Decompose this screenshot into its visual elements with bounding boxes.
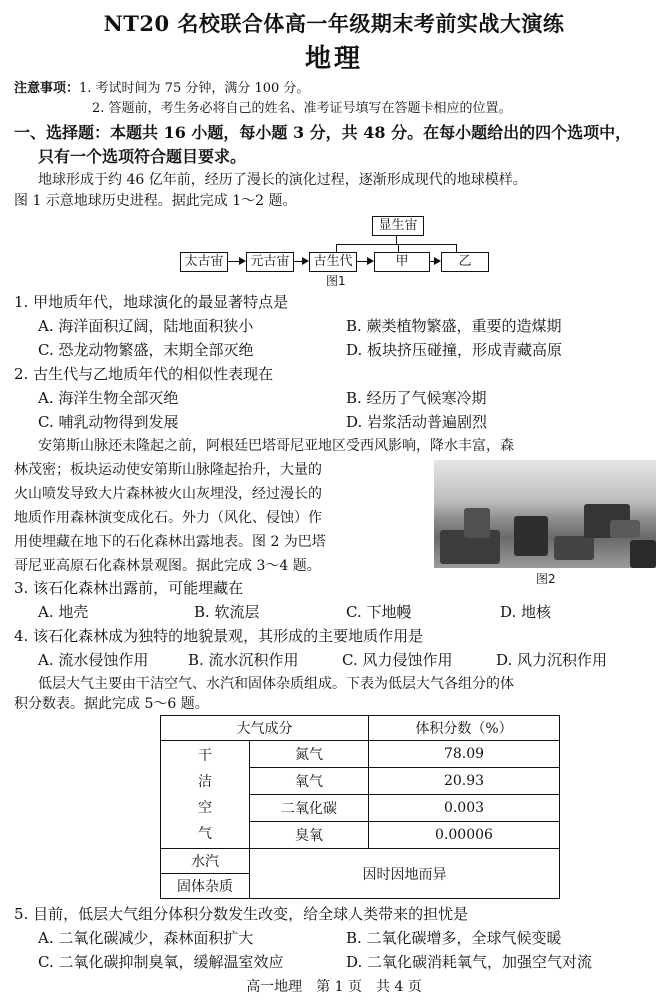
page-footer: 高一地理 第 1 页 共 4 页: [246, 979, 422, 995]
q4-option-c[interactable]: C. 风力侵蚀作用: [342, 651, 453, 669]
q4-option-a[interactable]: A. 流水侵蚀作用: [38, 651, 149, 669]
water-vapor-cell: 水汽: [161, 849, 250, 874]
q1-stem: 1. 甲地质年代，地球演化的最显著特点是: [14, 293, 289, 311]
figure-2-caption: 图2: [536, 572, 556, 586]
bracket-bar: [336, 244, 456, 245]
q3-option-b[interactable]: B. 软流层: [194, 603, 260, 621]
dry-air-char: 空: [198, 799, 212, 816]
notes-item-2: 2. 答题前，考生务必将自己的姓名、准考证号填写在答题卡相应的位置。: [92, 101, 512, 116]
dry-air-char: 干: [198, 747, 212, 764]
intro3-line-1: 低层大气主要由干洁空气、水汽和固体杂质组成。下表为低层大气各组分的体: [38, 676, 514, 692]
section-heading-line-1: 一、选择题：本题共 16 小题，每小题 3 分，共 48 分。在每小题给出的四个选项中，: [14, 123, 632, 142]
petrified-forest-photo: [434, 460, 656, 568]
q1-option-b[interactable]: B. 蕨类植物繁盛，重要的造煤期: [346, 317, 562, 335]
gas-name: 二氧化碳: [250, 795, 369, 822]
era-yi-box: 乙: [441, 252, 489, 272]
gas-value: 78.09: [369, 741, 560, 768]
gas-value: 0.00006: [369, 822, 560, 849]
gas-value: 20.93: [369, 768, 560, 795]
intro2-line-5: 用使埋藏在地下的石化森林出露地表。图 2 为巴塔: [14, 534, 326, 550]
intro2-line-3: 火山喷发导致大片森林被火山灰埋没，经过漫长的: [14, 486, 322, 502]
intro1-line-1: 地球形成于约 46 亿年前，经历了漫长的演化过程，逐渐形成现代的地球模样。: [38, 172, 527, 188]
rock-shape: [554, 536, 594, 560]
eon-archean-box: 太古宙: [180, 252, 228, 272]
q3-option-c[interactable]: C. 下地幔: [346, 603, 412, 621]
q1-option-d[interactable]: D. 板块挤压碰撞，形成青藏高原: [346, 341, 563, 359]
q5-option-d[interactable]: D. 二氧化碳消耗氧气，加强空气对流: [346, 953, 593, 971]
q4-option-d[interactable]: D. 风力沉积作用: [496, 651, 608, 669]
q5-option-b[interactable]: B. 二氧化碳增多，全球气候变暖: [346, 929, 562, 947]
section-heading-line-2: 只有一个选项符合题目要求。: [38, 147, 247, 166]
intro2-line-4: 地质作用森林演变成化石。外力（风化、侵蚀）作: [14, 510, 322, 526]
subject-title: 地理: [304, 44, 363, 74]
q4-stem: 4. 该石化森林成为独特的地貌景观，其形成的主要地质作用是: [14, 627, 424, 645]
exam-title: NT20 名校联合体高一年级期末考前实战大演练: [103, 11, 565, 36]
intro1-line-2: 图 1 示意地球历史进程。据此完成 1～2 题。: [14, 193, 297, 209]
notes-line-1: [14, 80, 309, 98]
bracket-mid: [398, 244, 399, 252]
q1-option-a[interactable]: A. 海洋面积辽阔，陆地面积狭小: [38, 317, 254, 335]
gas-name: 氮气: [250, 741, 369, 768]
q3-option-d[interactable]: D. 地核: [500, 603, 552, 621]
dry-air-char: 气: [198, 825, 212, 842]
arrow-3-head: [367, 257, 374, 265]
q4-option-b[interactable]: B. 流水沉积作用: [188, 651, 299, 669]
q3-option-a[interactable]: A. 地壳: [38, 603, 89, 621]
q2-option-a[interactable]: A. 海洋生物全部灭绝: [38, 389, 179, 407]
q5-option-a[interactable]: A. 二氧化碳减少，森林面积扩大: [38, 929, 254, 947]
table-header-row: [161, 716, 560, 741]
arrow-2-head: [302, 257, 309, 265]
arrow-4-head: [434, 257, 441, 265]
varies-cell: 因时因地而异: [250, 849, 560, 899]
rock-shape: [610, 520, 640, 538]
gas-name: 臭氧: [250, 822, 369, 849]
table-row: [161, 741, 560, 768]
q2-option-d[interactable]: D. 岩浆活动普遍剧烈: [346, 413, 488, 431]
eon-proterozoic-box: 元古宙: [246, 252, 294, 272]
bracket-right: [456, 244, 457, 252]
q1-option-c[interactable]: C. 恐龙动物繁盛，末期全部灭绝: [38, 341, 254, 359]
q2-option-b[interactable]: B. 经历了气候寒冷期: [346, 389, 487, 407]
rock-shape: [514, 516, 548, 556]
header-component: 大气成分: [161, 716, 369, 741]
intro3-line-2: 积分数表。据此完成 5～6 题。: [14, 696, 209, 712]
rock-shape: [630, 540, 656, 568]
intro2-line-6: 哥尼亚高原石化森林景观图。据此完成 3～4 题。: [14, 558, 321, 574]
notes-item-1: 1. 考试时间为 75 分钟，满分 100 分。: [79, 81, 310, 96]
phanerozoic-box: 显生宙: [372, 216, 424, 236]
table-row: [161, 849, 560, 874]
header-volume: 体积分数（%）: [369, 716, 560, 741]
solid-impurities-cell: 固体杂质: [161, 874, 250, 899]
bracket-left: [336, 244, 337, 252]
era-jia-box: 甲: [374, 252, 430, 272]
q2-option-c[interactable]: C. 哺乳动物得到发展: [38, 413, 179, 431]
era-paleozoic-box: 古生代: [309, 252, 357, 272]
atmosphere-composition-table: [160, 715, 560, 899]
gas-name: 氧气: [250, 768, 369, 795]
q3-stem: 3. 该石化森林出露前，可能埋藏在: [14, 579, 244, 597]
figure-1-caption: 图1: [326, 274, 346, 288]
q2-stem: 2. 古生代与乙地质年代的相似性表现在: [14, 365, 274, 383]
notes-label: 注意事项：: [14, 81, 80, 96]
arrow-1-head: [239, 257, 246, 265]
q5-option-c[interactable]: C. 二氧化碳抑制臭氧，缓解温室效应: [38, 953, 284, 971]
intro2-line-2: 林茂密；板块运动使安第斯山脉隆起抬升，大量的: [14, 462, 322, 478]
dry-air-char: 洁: [198, 773, 212, 790]
q5-stem: 5. 目前，低层大气组分体积分数发生改变，给全球人类带来的担忧是: [14, 905, 469, 923]
gas-value: 0.003: [369, 795, 560, 822]
intro2-line-1: 安第斯山脉还未隆起之前，阿根廷巴塔哥尼亚地区受西风影响，降水丰富，森: [38, 438, 514, 454]
dry-air-cell: [161, 741, 250, 849]
rock-shape: [464, 508, 490, 538]
bracket-stem: [396, 235, 397, 244]
